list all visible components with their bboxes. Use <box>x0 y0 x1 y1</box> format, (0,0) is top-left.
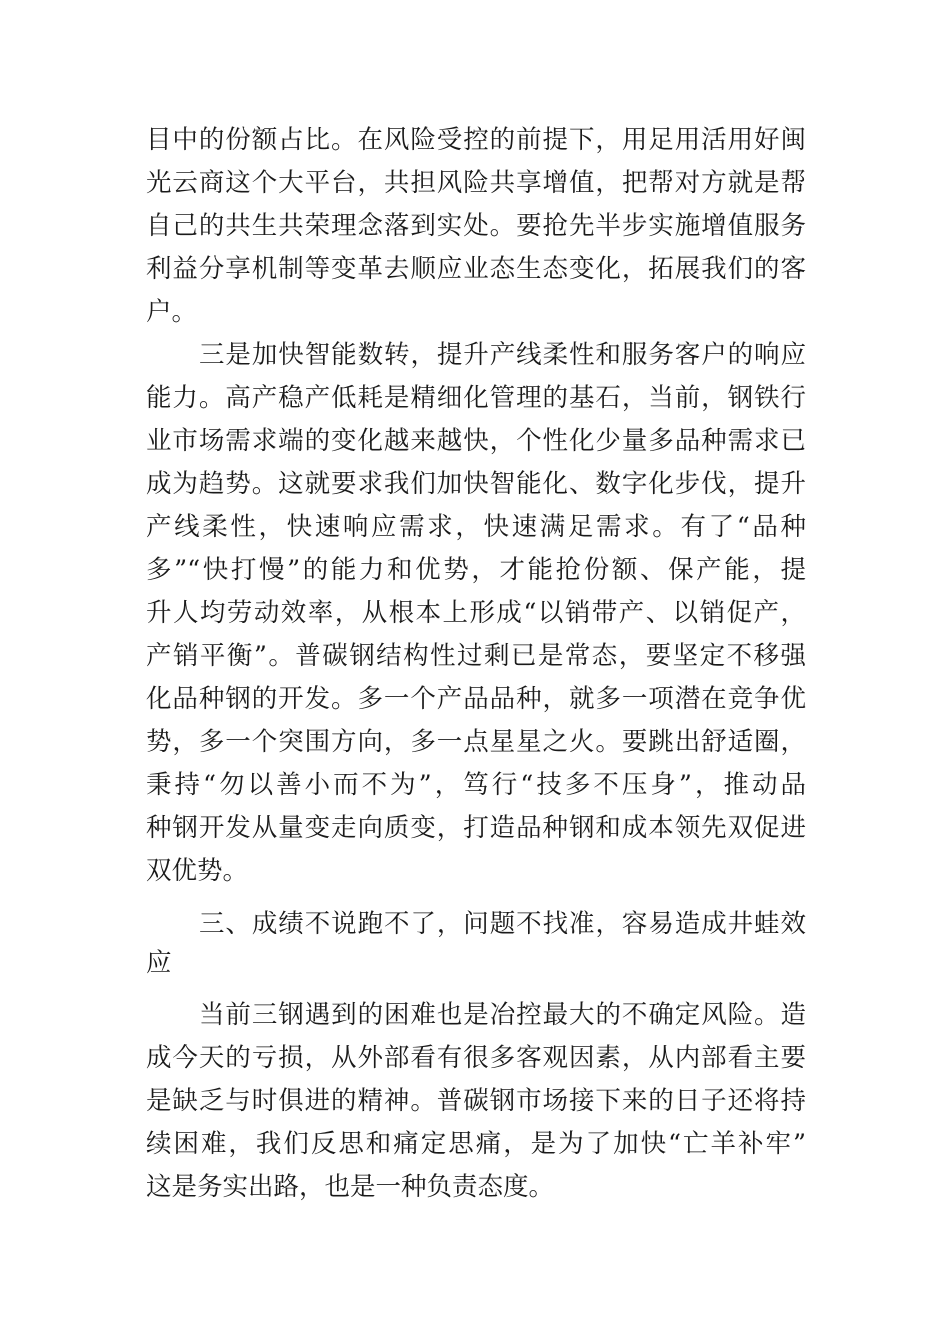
text-line-14: 化品种钢的开发。多一个产品品种，就多一项潜在竞争优 <box>146 684 806 714</box>
text-line-5: 户。 <box>146 297 198 327</box>
text-line-17: 种钢开发从量变走向质变，打造品种钢和成本领先双促进 <box>146 813 806 843</box>
text-line-12: 升人均劳动效率，从根本上形成“以销带产、以销促产， <box>146 598 806 628</box>
text-line-23: 这是务实出路，也是一种负责态度。 <box>146 1172 555 1202</box>
text-line-7: 能力。高产稳产低耗是精细化管理的基石，当前，钢铁行 <box>146 383 806 413</box>
text-line-19: 当前三钢遇到的困难也是冶控最大的不确定风险。造 <box>199 1000 806 1030</box>
text-line-4: 利益分享机制等变革去顺应业态生态变化，拓展我们的客 <box>146 254 806 284</box>
text-line-22: 续困难，我们反思和痛定思痛，是为了加快“亡羊补牢” <box>146 1129 806 1159</box>
text-line-6: 三是加快智能数转，提升产线柔性和服务客户的响应 <box>199 340 806 370</box>
text-line-11: 多”“快打慢”的能力和优势，才能抢份额、保产能，提 <box>146 555 806 585</box>
text-line-18: 双优势。 <box>146 856 249 886</box>
text-line-2: 光云商这个大平台，共担风险共享增值，把帮对方就是帮 <box>146 168 806 198</box>
text-line-3: 自己的共生共荣理念落到实处。要抢先半步实施增值服务 <box>146 211 806 241</box>
text-line-21: 是缺乏与时俱进的精神。普碳钢市场接下来的日子还将持 <box>146 1086 806 1116</box>
text-line-1: 目中的份额占比。在风险受控的前提下，用足用活用好闽 <box>146 125 806 155</box>
text-line-15: 势，多一个突围方向，多一点星星之火。要跳出舒适圈， <box>146 727 806 757</box>
section-heading-line-1: 三、成绩不说跑不了，问题不找准，容易造成井蛙效 <box>199 909 806 939</box>
section-heading-line-2: 应 <box>146 948 172 978</box>
text-line-8: 业市场需求端的变化越来越快，个性化少量多品种需求已 <box>146 426 806 456</box>
text-line-13: 产销平衡”。普碳钢结构性过剩已是常态，要坚定不移强 <box>146 641 806 671</box>
text-line-9: 成为趋势。这就要求我们加快智能化、数字化步伐，提升 <box>146 469 806 499</box>
text-line-20: 成今天的亏损，从外部看有很多客观因素，从内部看主要 <box>146 1043 806 1073</box>
text-line-10: 产线柔性，快速响应需求，快速满足需求。有了“品种 <box>146 512 806 542</box>
text-line-16: 秉持“勿以善小而不为”，笃行“技多不压身”，推动品 <box>146 770 806 800</box>
